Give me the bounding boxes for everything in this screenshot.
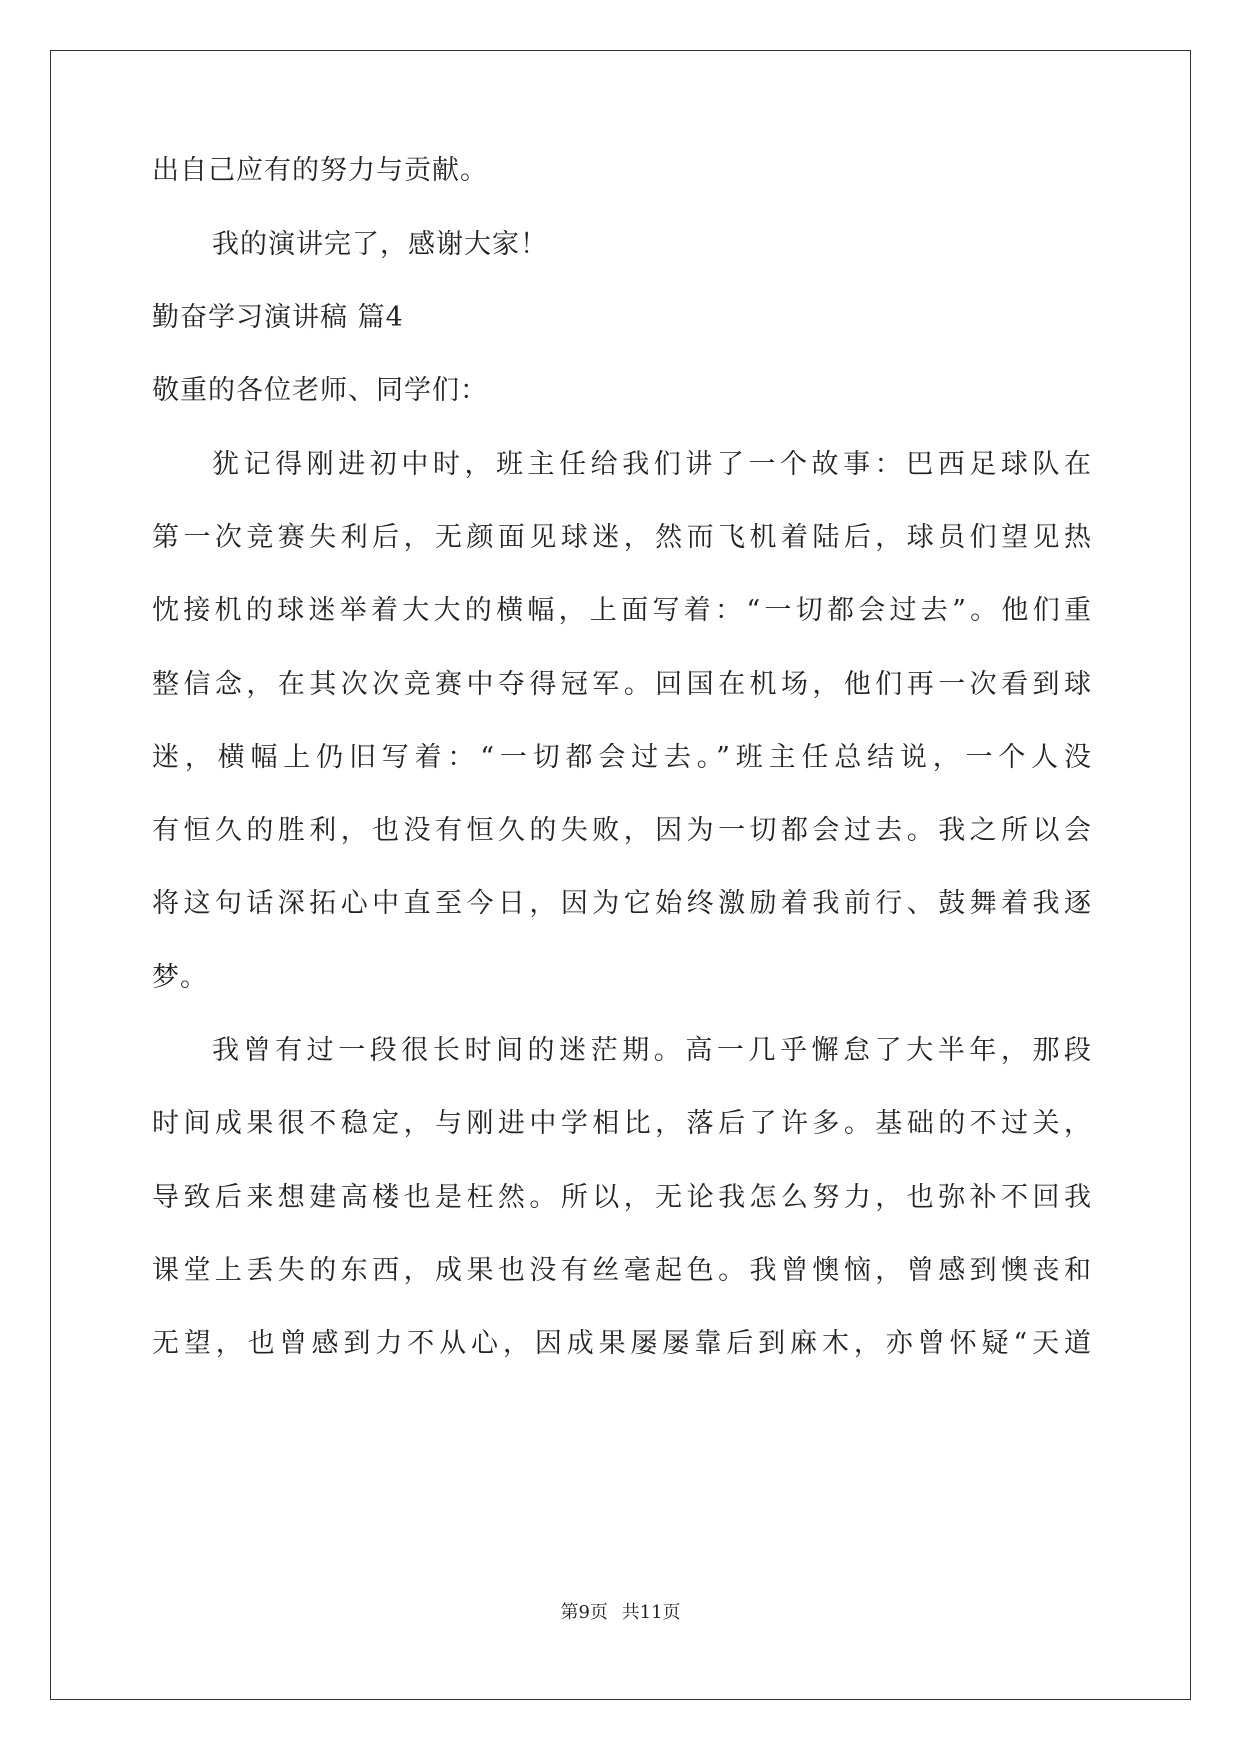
total-pages: 共11页 (621, 1602, 681, 1623)
closing-line: 我的演讲完了，感谢大家！ (212, 229, 548, 260)
paragraph-line: 将这句话深拓心中直至今日，因为它始终激励着我前行、鼓舞着我逐 (152, 888, 1092, 919)
page-footer (0, 1601, 1241, 1625)
current-page-number: 第9页 (560, 1602, 608, 1623)
paragraph-line: 整信念，在其次次竞赛中夺得冠军。回国在机场，他们再一次看到球 (152, 669, 1092, 700)
salutation: 敬重的各位老师、同学们： (152, 375, 488, 406)
paragraph-line: 课堂上丢失的东西，成果也没有丝毫起色。我曾懊恼，曾感到懊丧和 (152, 1255, 1092, 1286)
paragraph-line: 迷，横幅上仍旧写着：“一切都会过去。”班主任总结说，一个人没 (152, 742, 1092, 773)
paragraph-line: 出自己应有的努力与贡献。 (152, 155, 488, 186)
paragraph-line: 无望，也曾感到力不从心，因成果屡屡靠后到麻木，亦曾怀疑“天道 (152, 1328, 1092, 1359)
paragraph-line: 第一次竞赛失利后，无颜面见球迷，然而飞机着陆后，球员们望见热 (152, 522, 1092, 553)
paragraph-line: 有恒久的胜利，也没有恒久的失败，因为一切都会过去。我之所以会 (152, 815, 1092, 846)
paragraph-line: 导致后来想建高楼也是枉然。所以，无论我怎么努力，也弥补不回我 (152, 1182, 1092, 1213)
paragraph-line: 梦。 (152, 962, 208, 993)
paragraph-line: 忱接机的球迷举着大大的横幅，上面写着：“一切都会过去”。他们重 (152, 595, 1092, 626)
paragraph-line: 我曾有过一段很长时间的迷茫期。高一几乎懈怠了大半年，那段 (212, 1035, 1092, 1066)
paragraph-line: 时间成果很不稳定，与刚进中学相比，落后了许多。基础的不过关， (152, 1108, 1092, 1139)
paragraph-line: 犹记得刚进初中时，班主任给我们讲了一个故事：巴西足球队在 (212, 449, 1092, 480)
section-heading: 勤奋学习演讲稿 篇4 (152, 302, 404, 333)
